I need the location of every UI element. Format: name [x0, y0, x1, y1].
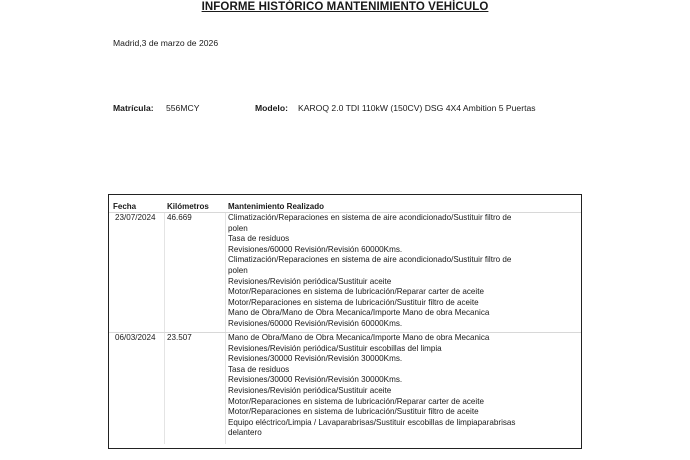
column-divider: [225, 213, 226, 444]
maintenance-line: Motor/Reparaciones en sistema de lubricación/Reparar carter de aceite: [228, 396, 484, 406]
maintenance-line: delantero: [228, 428, 262, 438]
maintenance-line: Climatización/Reparaciones en sistema de aire acondicionado/Sustituir filtro de: [228, 255, 512, 265]
row-date: 06/03/2024: [115, 333, 156, 342]
row-date: 23/07/2024: [115, 213, 156, 222]
model-value: KAROQ 2.0 TDI 110kW (150CV) DSG 4X4 Ambition 5 Puertas: [298, 103, 536, 113]
maintenance-line: Tasa de residuos: [228, 234, 290, 244]
header-kilometros: Kilómetros: [167, 202, 209, 211]
plate-label: Matrícula:: [113, 103, 154, 113]
plate-value: 556MCY: [166, 103, 200, 113]
header-mantenimiento: Mantenimiento Realizado: [228, 202, 325, 211]
maintenance-line: polen: [228, 223, 248, 233]
document-title: INFORME HISTÓRICO MANTENIMIENTO VEHÍCULO: [201, 1, 489, 13]
maintenance-line: Revisiones/30000 Revisión/Revisión 30000Kms.: [228, 354, 403, 364]
maintenance-line: Revisiones/60000 Revisión/Revisión 60000Kms.: [228, 318, 403, 328]
maintenance-line: Climatización/Reparaciones en sistema de aire acondicionado/Sustituir filtro de: [228, 213, 512, 222]
row-maintenance: [228, 213, 511, 330]
row-km: 46.669: [167, 213, 192, 222]
column-divider: [164, 213, 165, 444]
maintenance-line: Mano de Obra/Mano de Obra Mecanica/Importe Mano de obra Mecanica: [228, 308, 490, 318]
header-fecha: Fecha: [113, 202, 137, 211]
row-km: 23.507: [167, 333, 192, 342]
maintenance-line: Revisiones/60000 Revisión/Revisión 60000Kms.: [228, 244, 403, 254]
maintenance-line: Revisiones/Revisión periódica/Sustituir aceite: [228, 385, 392, 395]
maintenance-line: Motor/Reparaciones en sistema de lubricación/Sustituir filtro de aceite: [228, 407, 479, 417]
maintenance-table: [108, 194, 582, 449]
maintenance-line: Motor/Reparaciones en sistema de lubricación/Sustituir filtro de aceite: [228, 297, 479, 307]
maintenance-line: Revisiones/Revisión periódica/Sustituir escobillas del limpia: [228, 343, 442, 353]
maintenance-line: polen: [228, 265, 248, 275]
maintenance-line: Motor/Reparaciones en sistema de lubricación/Reparar carter de aceite: [228, 287, 484, 297]
maintenance-line: Tasa de residuos: [228, 364, 290, 374]
date-line: Madrid,3 de marzo de 2026: [113, 38, 219, 48]
maintenance-line: Revisiones/Revisión periódica/Sustituir aceite: [228, 276, 392, 286]
maintenance-line: Equipo eléctrico/Limpia / Lavaparabrisas/Sustituir escobillas de limpiaparabrisas: [228, 417, 516, 427]
model-label: Modelo:: [255, 103, 288, 113]
row-maintenance: [228, 333, 515, 439]
maintenance-line: Revisiones/30000 Revisión/Revisión 30000Kms.: [228, 375, 403, 385]
maintenance-line: Mano de Obra/Mano de Obra Mecanica/Importe Mano de obra Mecanica: [228, 333, 490, 342]
